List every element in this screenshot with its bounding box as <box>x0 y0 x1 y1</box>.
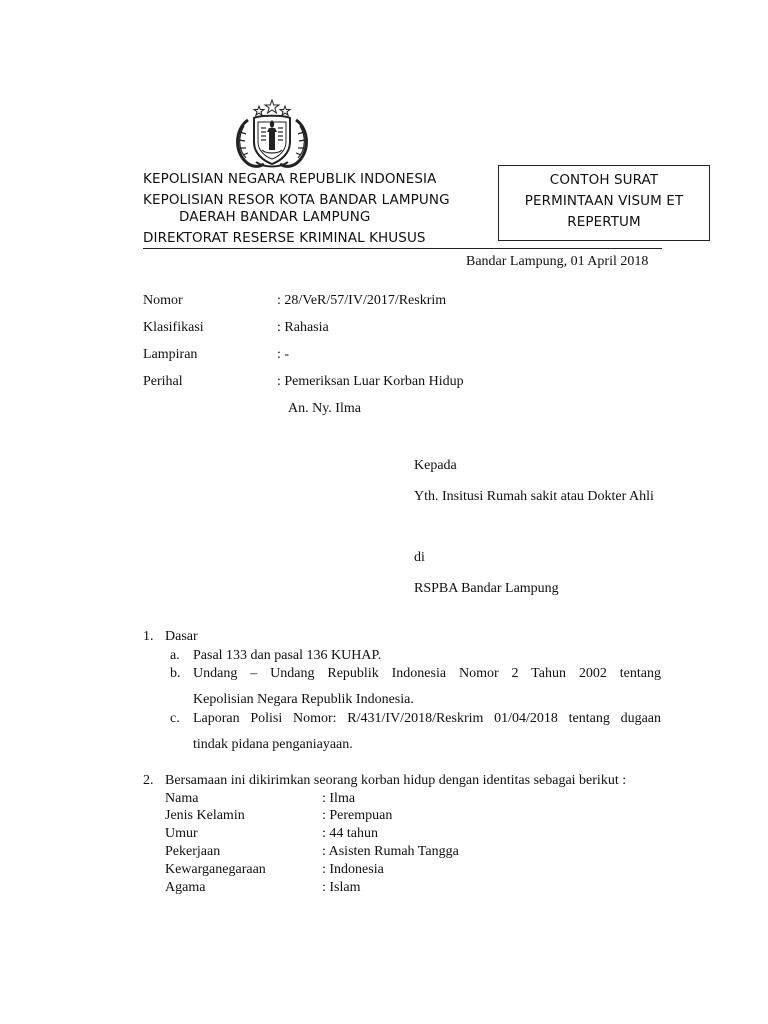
section-1-item-c-line-1: Laporan Polisi Nomor: R/431/IV/2018/Reskrim 01/04/2018 tentang dugaan <box>193 711 661 726</box>
identity-label-jenis-kelamin: Jenis Kelamin <box>165 808 245 823</box>
header-line-4: DIREKTORAT RESERSE KRIMINAL KHUSUS <box>143 230 426 246</box>
section-2-intro: Bersamaan ini dikirimkan seorang korban hidup dengan identitas sebagai berikut : <box>165 773 627 788</box>
police-emblem-logo <box>226 98 318 172</box>
section-1-item-a-text: Pasal 133 dan pasal 136 KUHAP. <box>193 648 382 663</box>
section-1-number: 1. <box>143 629 154 644</box>
section-1-item-b-letter: b. <box>170 666 181 681</box>
identity-value-pekerjaan: : Asisten Rumah Tangga <box>322 844 459 859</box>
meta-label-klasifikasi: Klasifikasi <box>143 320 204 335</box>
header-divider <box>143 248 662 249</box>
section-1-item-a-letter: a. <box>170 648 180 663</box>
section-2-number: 2. <box>143 773 154 788</box>
identity-label-kewarganegaraan: Kewarganegaraan <box>165 862 266 877</box>
section-1-item-b-line-2: Kepolisian Negara Republik Indonesia. <box>193 692 414 707</box>
section-1-title: Dasar <box>165 629 198 644</box>
identity-value-nama: : Ilma <box>322 791 356 806</box>
perihal-continuation: An. Ny. Ilma <box>288 401 361 416</box>
recipient-kepada: Kepada <box>414 458 457 473</box>
meta-label-perihal: Perihal <box>143 374 183 389</box>
header-line-2: KEPOLISIAN RESOR KOTA BANDAR LAMPUNG <box>143 192 450 208</box>
header-line-1: KEPOLISIAN NEGARA REPUBLIK INDONESIA <box>143 171 437 187</box>
document-title-box <box>498 165 710 241</box>
meta-value-klasifikasi: : Rahasia <box>277 320 329 335</box>
recipient-yth: Yth. Insitusi Rumah sakit atau Dokter Ahli <box>414 489 654 504</box>
meta-value-nomor: : 28/VeR/57/IV/2017/Reskrim <box>277 293 447 308</box>
title-box-line-1: CONTOH SURAT <box>549 172 659 188</box>
recipient-place: RSPBA Bandar Lampung <box>414 581 559 596</box>
identity-label-pekerjaan: Pekerjaan <box>165 844 221 859</box>
identity-value-agama: : Islam <box>322 880 361 895</box>
section-1-item-c-line-2: tindak pidana penganiayaan. <box>193 737 353 752</box>
identity-value-jenis-kelamin: : Perempuan <box>322 808 393 823</box>
identity-value-umur: : 44 tahun <box>322 826 378 841</box>
meta-label-nomor: Nomor <box>143 293 183 308</box>
meta-value-perihal: : Pemeriksan Luar Korban Hidup <box>277 374 464 389</box>
section-1-item-b-line-1: Undang – Undang Republik Indonesia Nomor 2 Tahun 2002 tentang <box>193 666 661 681</box>
recipient-di: di <box>414 550 425 565</box>
header-line-3: DAERAH BANDAR LAMPUNG <box>179 209 371 225</box>
title-box-line-2: PERMINTAAN VISUM ET <box>524 193 684 209</box>
identity-label-nama: Nama <box>165 791 199 806</box>
identity-label-agama: Agama <box>165 880 206 895</box>
identity-value-kewarganegaraan: : Indonesia <box>322 862 384 877</box>
section-1-item-c-letter: c. <box>170 711 180 726</box>
meta-label-lampiran: Lampiran <box>143 347 198 362</box>
title-box-line-3: REPERTUM <box>567 214 641 230</box>
identity-label-umur: Umur <box>165 826 198 841</box>
place-date: Bandar Lampung, 01 April 2018 <box>466 254 649 269</box>
meta-value-lampiran: : - <box>277 347 290 362</box>
